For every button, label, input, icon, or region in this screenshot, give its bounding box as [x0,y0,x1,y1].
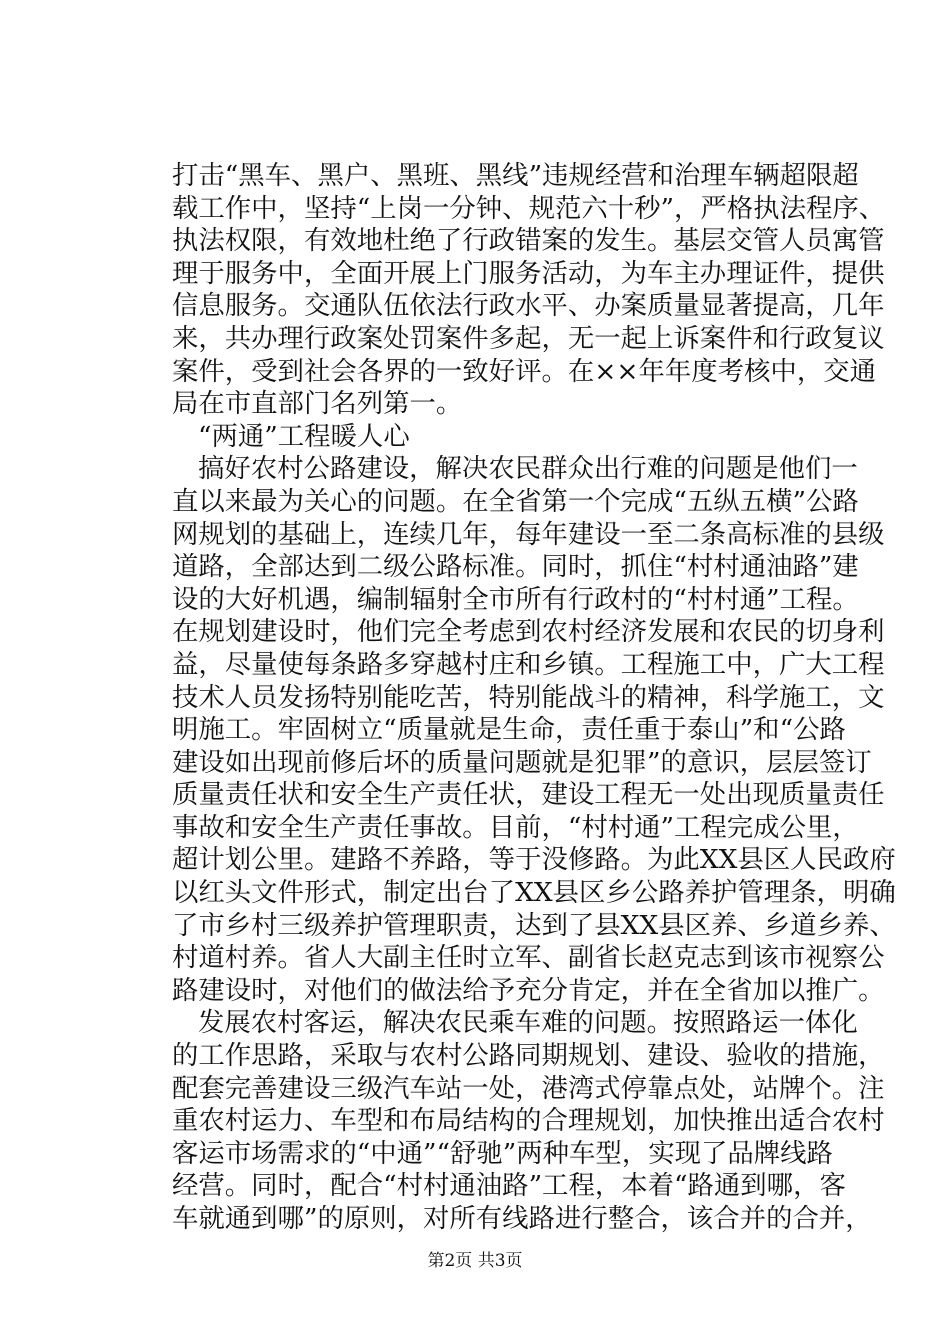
text-line: 超计划公里。建路不养路，等于没修路。为此XX县区人民政府 [172,844,896,876]
text-line: 配套完善建设三级汽车站一处，港湾式停靠点处，站牌个。注 [172,1072,885,1104]
text-line: “两通”工程暖人心 [198,420,410,452]
text-line: 了市乡村三级养护管理职责，达到了县XX县区养、乡道乡养、 [172,909,896,941]
text-line: 建设如出现前修后坏的质量问题就是犯罪”的意识，层层签订 [172,746,872,778]
text-line: 设的大好机遇，编制辐射全市所有行政村的“村村通”工程。 [172,583,859,615]
text-line: 质量责任状和安全生产责任状，建设工程无一处出现质量责任 [172,779,885,811]
text-line: 来，共办理行政案处罚案件多起，无一起上诉案件和行政复议 [172,322,885,354]
text-line: 明施工。牢固树立“质量就是生命，责任重于泰山”和“公路 [172,714,846,746]
text-line: 益，尽量使每条路多穿越村庄和乡镇。工程施工中，广大工程 [172,648,885,680]
text-line: 直以来最为关心的问题。在全省第一个完成“五纵五横”公路 [172,485,859,517]
text-line: 在规划建设时，他们完全考虑到农村经济发展和农民的切身利 [172,616,885,648]
text-line: 事故和安全生产责任事故。目前，“村村通”工程完成公里， [172,811,859,843]
page-footer: 第2页 共3页 [427,1251,523,1271]
text-line: 车就通到哪”的原则，对所有线路进行整合，该合并的合并， [172,1203,872,1234]
text-line: 打击“黑车、黑户、黑班、黑线”违规经营和治理车辆超限超 [172,160,859,191]
text-line: 路建设时，对他们的做法给予充分肯定，并在全省加以推广。 [172,974,885,1006]
text-line: 发展农村客运，解决农民乘车难的问题。按照路运一体化 [198,1007,858,1039]
text-line: 理于服务中，全面开展上门服务活动，为车主办理证件，提供 [172,257,885,289]
text-line: 载工作中，坚持“上岗一分钟、规范六十秒”，严格执法程序、 [172,192,886,224]
text-line: 执法权限，有效地杜绝了行政错案的发生。基层交管人员寓管 [172,225,885,257]
text-line: 技术人员发扬特别能吃苦，特别能战斗的精神，科学施工，文 [172,681,885,713]
text-line: 村道村养。省人大副主任时立军、副省长赵克志到该市视察公 [172,942,885,974]
text-line: 信息服务。交通队伍依法行政水平、办案质量显著提高，几年 [172,290,885,322]
document-body [172,160,896,1236]
text-line: 的工作思路，采取与农村公路同期规划、建设、验收的措施， [172,1040,885,1072]
text-line: 搞好农村公路建设，解决农民群众出行难的问题是他们一 [198,453,858,485]
text-line: 网规划的基础上，连续几年，每年建设一至二条高标准的县级 [172,518,885,550]
text-line: 重农村运力、车型和布局结构的合理规划，加快推出适合农村 [172,1105,885,1137]
text-line: 经营。同时，配合“村村通油路”工程，本着“路通到哪，客 [172,1170,846,1202]
text-line: 案件，受到社会各界的一致好评。在××年年度考核中，交通 [172,355,876,387]
text-line: 道路，全部达到二级公路标准。同时，抓住“村村通油路”建 [172,551,859,583]
text-line: 局在市直部门名列第一。 [172,388,463,420]
text-line: 以红头文件形式，制定出台了XX县区乡公路养护管理条，明确 [172,877,896,909]
text-line: 客运市场需求的“中通”“舒驰”两种车型，实现了品牌线路 [172,1137,833,1169]
